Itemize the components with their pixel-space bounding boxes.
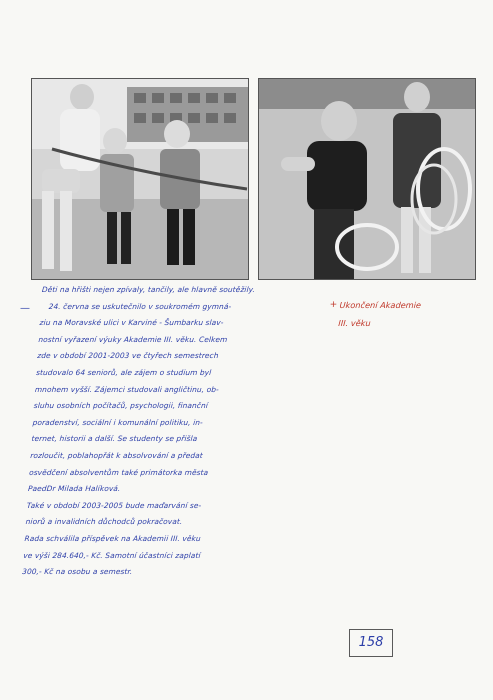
text-line: PaedDr Milada Halíková. <box>27 484 121 494</box>
text-line: Také v období 2003-2005 bude maďarvání se- <box>26 500 202 510</box>
plus-icon: + <box>329 300 338 310</box>
text-line: poradenství, sociální i komunální politiku, in- <box>32 417 204 427</box>
text-line: osvědčení absolventům také primátorka města <box>28 467 209 477</box>
boys-with-hoops-photo <box>258 78 476 280</box>
margin-dash-mark: — <box>20 303 30 314</box>
margin-note <box>329 296 481 332</box>
text-line: niorů a invalidních důchodců pokračovat. <box>25 517 183 527</box>
text-line: Rada schválila příspěvek na Akademii III. věku <box>24 533 202 543</box>
text-line: mnohem vyšší. Zájemci studovali angličtinu, ob- <box>34 384 220 394</box>
text-line: ternet, historii a další. Se studenty se přišla <box>31 434 198 444</box>
text-line: studovalo 64 seniorů, ale zájem o studium byl <box>35 367 212 377</box>
handwritten-chronicle-text <box>22 282 343 581</box>
text-line: 24. června se uskutečnilo v soukromém gymná- <box>48 301 232 311</box>
tug-of-war-photo-graphic <box>32 79 248 279</box>
text-line: ve výši 284.640,- Kč. Samotní účastníci zaplatí <box>23 550 201 560</box>
page-number: 158 <box>349 629 393 657</box>
margin-note-line: III. věku <box>338 318 371 328</box>
boys-with-hoops-photo-graphic <box>259 79 475 279</box>
text-line: sluhu osobních počítačů, psychologii, finanční <box>33 401 209 411</box>
text-line: rozloučit, poblahopřát k absolvování a předat <box>30 450 204 460</box>
tug-of-war-photo <box>31 78 249 280</box>
text-line: nostní vyřazení výuky Akademie III. věku. Celkem <box>38 334 228 344</box>
text-line: ziu na Moravské ulici v Karviné - Šumbarku slav- <box>39 318 224 328</box>
text-line: 300,- Kč na osobu a semestr. <box>21 567 133 577</box>
text-line: Děti na hřišti nejen zpívaly, tančily, ale hlavně soutěžily. <box>41 285 256 294</box>
margin-note-line: Ukončení Akademie <box>339 300 422 310</box>
text-line: zde v období 2001-2003 ve čtyřech semestrech <box>36 351 219 361</box>
